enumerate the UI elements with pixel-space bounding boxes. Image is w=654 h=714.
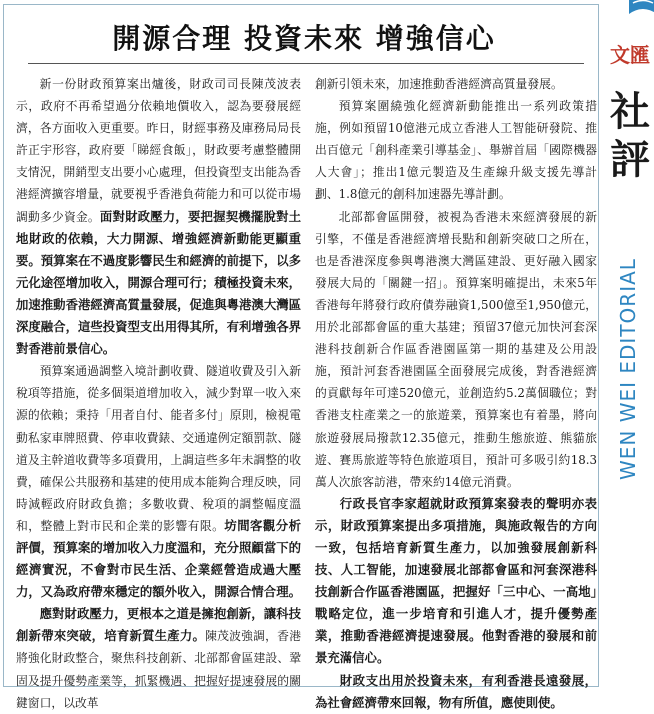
article-column-right xyxy=(315,73,597,714)
article-column-left xyxy=(16,73,301,714)
corner-decoration-icon xyxy=(629,0,654,16)
paragraph-continued: 創新引領未來，加速推動香港經濟高質量發展。 xyxy=(315,77,563,91)
brand-english: WEN WEI EDITORIAL xyxy=(616,258,640,480)
editorial-masthead xyxy=(603,0,654,691)
paragraph-bold-text: 坊間客觀分析評價，預算案的增加收入力度溫和，充分照顧當下的經濟實況，不會對市民生活、企業經營造成過大壓力，又為政府帶來穩定的額外收入，開源合情合理。 xyxy=(16,517,301,600)
article-frame xyxy=(3,4,599,710)
paragraph xyxy=(16,360,301,603)
paragraph: 北部都會區開發，被視為香港未來經濟發展的新引擎，不僅是香港經濟增長點和創新突破口之所在，也是香港深度參與粵港澳大灣區建設、更好融入國家發展大局的「關鍵一招」。預算案明確提出，未來5年香港每年將發行政府債券融資1,500億至1,950億元，用於北部都會區的重大基建；預留37億元加快河套深港科技創新合作區香港園區第一期的基建及公用設施，預計河套香港園區全面發展完成後，對香港經濟的貢獻每年可達520億元，並創造約5.2萬個職位；對香港支柱產業之一的旅遊業，預算案也有着墨，將向旅遊發展局撥款12.35億元，推動生態旅遊、熊貓旅遊、賽馬旅遊等特色旅遊項目，預計可多吸引約18.3萬人次旅客訪港，帶來約14億元消費。 xyxy=(315,209,597,489)
paragraph: 預算案圍繞強化經濟新動能推出一系列政策措施，例如預留10億港元成立香港人工智能研發院、推出百億元「創科產業引導基金」、舉辦首屆「國際機器人大會」；推出1億元製造及生產線升級支援先導計劃、1.8億元的創科加速器先導計劃。 xyxy=(315,99,597,202)
brand-logo-small: 文匯 xyxy=(610,43,650,67)
paragraph-bold: 財政支出用於投資未來，有利香港長遠發展，為社會經濟帶來回報，物有所值，應使則使。 xyxy=(315,672,597,710)
paragraph-text: 新一份財政預算案出爐後，財政司司長陳茂波表示，政府不再希望過分依賴地價收入，認為要發展經濟，各方面收入更重要。昨日，財經事務及庫務局局長許正宇形容，政府要「睇經食飯」，財政要考慮整體開支情況，開銷型支出要小心處理，但投資型支出能為香港經濟擴容增量，就要視乎香港負荷能力和可以從市場調動多少資金。 xyxy=(16,77,301,224)
paragraph xyxy=(16,73,301,360)
paragraph xyxy=(16,603,301,713)
brand-logo-large: 社評 xyxy=(610,88,650,183)
headline-divider xyxy=(28,63,584,64)
paragraph-text: 預算案通過調整入境計劃收費、隧道收費及引入新稅項等措施，從多個渠道增加收入，減少對單一收入來源的依賴；秉持「用者自付、能者多付」原則，檢視電動私家車牌照費、停車收費錶、交通違例定額罰款、隧道及主幹道收費等多項費用，上調這些多年未調整的收費，確保公共服務和基建的使用成本能夠合理反映，同時減輕政府財政負擔；多數收費、稅項的調整幅度溫和，整體上對市民和企業的影響有限。 xyxy=(16,364,301,533)
brand-english-wrapper xyxy=(615,210,641,480)
paragraph-text: 陳茂波強調，香港將強化財政整合，聚焦科技創新、北部都會區建設、鞏固及提升優勢產業等，抓緊機遇、把握好提速發展的關鍵窗口，以改革 xyxy=(16,629,301,710)
page-title: 開源合理 投資未來 增強信心 xyxy=(112,22,496,55)
paragraph-bold-text: 面對財政壓力，要把握契機擺脫對土地財政的依賴，大力開源、增強經濟新動能更顯重要。預算案在不過度影響民生和經濟的前提下，以多元化途徑增加收入，開源合理可行；積極投資未來，加速推動香港經濟高質量發展，促進與粵港澳大灣區深度融合，這些投資型支出用得其所，有利增強各界對香港前景信心。 xyxy=(16,208,301,357)
paragraph-bold: 行政長官李家超就財政預算案發表的聲明亦表示，財政預算案提出多項措施，與施政報告的方向一致，包括培育新質生產力，以加強發展創新科技、人工智能，加速發展北部都會區和河套深港科技創新合作區香港園區，把握好「三中心、一高地」戰略定位，進一步培育和引進人才，提升優勢產業，推動香港經濟提速發展。他對香港的發展和前景充滿信心。 xyxy=(315,495,597,666)
paragraph-bold-text: 應對財政壓力，更根本之道是擁抱創新，讓科技創新帶來突破，培育新質生產力。 xyxy=(16,606,301,644)
